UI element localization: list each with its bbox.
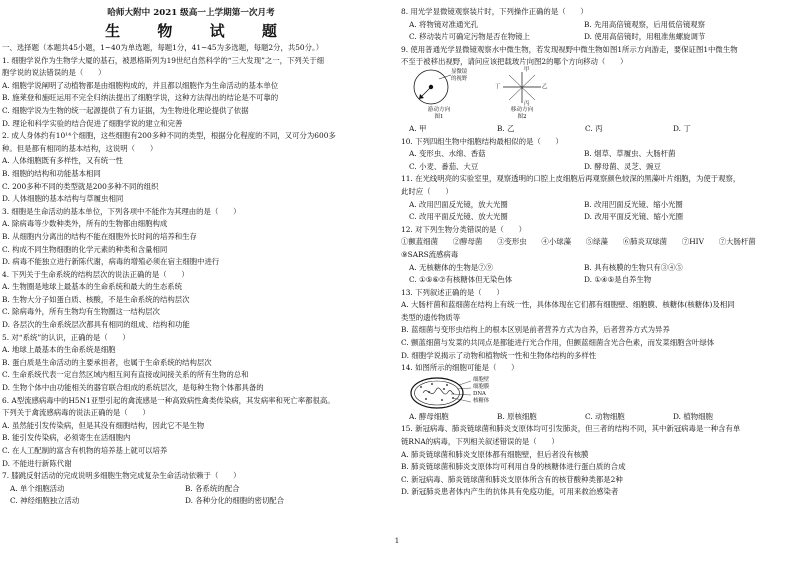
- cell-label-wall: 细胞壁: [473, 376, 490, 383]
- right-block7-line: C. 新冠病毒、肺炎链球菌和肺炎支原体所含有的核苷酸种类都是2种: [401, 474, 623, 484]
- q12-option-c: C. ①⑤⑥⑦有核糖体但无染色体: [409, 275, 513, 285]
- left-lines-line: C. 200多种不同的类型就是200多种不同的组织: [2, 181, 159, 191]
- right-block4-line: 11. 在光线明亮的实验室里，观察透明的口腔上皮细胞后再观察颜色较深的黑藻叶片细胞，为使于观察，: [401, 174, 741, 184]
- left-lines-line: 2. 成人身体约有10¹⁴个细胞，这些细胞有200多种不同的类型，根据分化程度的不同，又可分为600多: [2, 131, 336, 141]
- fig1-caption: 图1: [434, 113, 444, 120]
- right-block7-line: A. 肺炎链球菌和肺炎支原体都有细胞壁，但后者没有核膜: [401, 449, 589, 459]
- q14-option-a: A. 酵母细胞: [409, 411, 449, 421]
- right-block5-line: ⑨SARS流感病毒: [401, 249, 459, 259]
- left-lines-line: C. 细胞学说为生物的统一起源提供了有力证据，为生物进化理论提供了依据: [2, 105, 249, 115]
- right-block6-line: D. 细胞学说揭示了动物和植物统一性和生物体结构的多样性: [401, 350, 597, 360]
- q7-options-row1: [2, 483, 380, 496]
- q10-option-a: A. 变形虫、水绵、香菇: [409, 149, 486, 159]
- left-lines-line: B. 细胞的结构和功能基本相同: [2, 168, 101, 178]
- q10-option-d: D. 酵母菌、灵芝、豌豆: [584, 161, 661, 171]
- q12-option-a: A. 无核糖体的生物是⑦⑨: [409, 262, 493, 272]
- q11-option-b: B. 改用凹面反光镜、缩小光圈: [584, 199, 683, 209]
- left-lines-line: D. 理论和科学实验的结合促进了细胞学说的建立和完善: [2, 118, 183, 128]
- right-block1-line: 8. 用光学显微镜观察装片时，下列操作正确的是（ ）: [401, 7, 588, 16]
- left-lines-line: B. 蛋白质是生命活动的主要承担者，也属于生命系统的结构层次: [2, 357, 212, 367]
- q8-options-row2: [401, 31, 779, 44]
- left-lines-line: 4. 下列关于生命系统的结构层次的说法正确的是（ ）: [2, 269, 189, 279]
- right-block2-line: 9. 使用普通光学显微镜观察水中微生物，若发现视野中微生物如图1所示方向游走，要保证图1中微生物: [401, 44, 738, 54]
- left-lines-line: D. 人体细胞的基本结构与草履虫相同: [2, 194, 124, 204]
- right-block7-line: 链RNA的病毒，下列相关叙述错误的是（ ）: [401, 437, 559, 447]
- q11-options-row2: [401, 211, 779, 224]
- left-lines-line: A. 地球上最基本的生命系统是细胞: [2, 345, 116, 355]
- q8-option-a: A. 将物镜对准通光孔: [409, 19, 479, 29]
- fig2-label-west: 丁: [495, 83, 501, 90]
- left-lines-line: 1. 细胞学说作为生物学大厦的基石，被恩格斯列为19世纪自然科学的“三大发现”之一，下列关于细: [2, 55, 324, 65]
- left-question-lines: [2, 42, 380, 483]
- figure-1: [409, 67, 469, 121]
- left-lines-line: C. 在人工配制的富含有机物的培养基上就可以培养: [2, 446, 168, 455]
- right-block6-line: 13. 下列叙述正确的是（ ）: [401, 287, 504, 297]
- q11-stem: [401, 173, 779, 198]
- q8-option-c: C. 移动装片可确定污物是否在物镜上: [409, 32, 530, 42]
- left-lines-line: A. 除病毒等少数种类外，所有的生物都由细胞构成: [2, 219, 168, 229]
- q9-option-c: C. 丙: [585, 123, 603, 133]
- q9-option-b: B. 乙: [497, 123, 515, 133]
- left-lines-line: A. 生物圈是地球上最基本的生命系统和最大的生态系统: [2, 282, 183, 292]
- q9-options: [401, 123, 779, 136]
- q11-option-d: D. 改用平面反光镜、缩小光圈: [584, 212, 684, 222]
- cell-diagram: [409, 376, 479, 410]
- left-lines-line: D. 生物个体中由功能相关的器官联合组成的系统层次，是每种生物个体都具备的: [2, 383, 264, 393]
- left-column: [2, 6, 380, 508]
- q14-option-b: B. 原核细胞: [497, 411, 537, 421]
- q8-options-row1: [401, 19, 779, 32]
- left-lines-line: B. 能引发传染病，必须寄生在活细胞内: [2, 433, 131, 443]
- left-lines-line: B. 生物大分子如蛋白质、核酸，不是生命系统的结构层次: [2, 294, 190, 304]
- q7-options-row2: [2, 495, 380, 508]
- q14-option-d: D. 植物细胞: [673, 411, 713, 421]
- q8-stem: [401, 6, 779, 19]
- q8-option-d: D. 使用高倍镜时，用粗准焦螺旋调节: [584, 32, 706, 42]
- figure-2: [495, 67, 549, 121]
- fig1-label-view: 的视野: [451, 75, 468, 82]
- right-block6-line: C. 颤蓝细菌与发菜的共同点是都能进行光合作用，但颤蓝细菌含光合色素，而发菜细胞含叶绿体: [401, 338, 715, 348]
- q11-options-row1: [401, 199, 779, 212]
- right-block7-line: 15. 新冠病毒、肺炎链球菌和肺炎支原体均可引发肺炎，但三者的结构不同，其中新冠病毒是一种含有单: [401, 424, 741, 434]
- right-block6-line: 类型的遗传物质等: [401, 312, 461, 322]
- left-lines-line: 胞学说的说法错误的是（ ）: [2, 68, 106, 78]
- left-lines-line: A. 虽然能引发传染病，但是其没有细胞结构，因此它不是生物: [2, 420, 205, 430]
- left-lines-line: B. 从细胞内分离出的结构不能在细胞外长时间的培养和生存: [2, 231, 197, 241]
- q11-option-c: C. 改用平面反光镜、放大光圈: [409, 212, 508, 222]
- q12-stem: [401, 224, 779, 262]
- left-lines-line: A. 人体细胞既有多样性，又有统一性: [2, 156, 123, 166]
- cell-label-dna: DNA: [473, 390, 486, 397]
- q7-option-b: B. 各系统的配合: [185, 483, 240, 493]
- q9-option-d: D. 丁: [673, 123, 691, 133]
- right-block7-line: D. 新冠肺炎患者体内产生的抗体具有免疫功能，可用来救治感染者: [401, 487, 619, 497]
- fig2-move-direction: 移动方向: [510, 106, 534, 113]
- q7-option-c: C. 神经细胞独立活动: [10, 496, 80, 506]
- q14-option-c: C. 动物细胞: [585, 411, 625, 421]
- right-column: [401, 6, 779, 499]
- q10-option-b: B. 烟草、草履虫、大肠杆菌: [584, 149, 676, 159]
- right-block4-line: 此时应（ ）: [401, 186, 453, 196]
- right-block2-line: 不至于被移出视野，请问应该把载玻片向图2的哪个方向移动（ ）: [401, 57, 628, 67]
- right-block7-line: B. 肺炎链球菌和肺炎支原体均可利用自身的核糖体进行蛋白质的合成: [401, 462, 626, 472]
- page-number: 1: [394, 537, 400, 545]
- school-header: 哈师大附中 2021 级高一上学期第一次月考: [107, 8, 275, 18]
- right-block6-line: B. 蓝细菌与变形虫结构上的根本区别是前者营养方式为自养，后者营养方式为异养: [401, 325, 670, 335]
- left-lines-line: 6. A型流感病毒中的H5N1亚型引起的禽流感是一种高致病性禽类传染病，其发病率和死亡率都很高。: [2, 395, 335, 405]
- right-block6-line: A. 大肠杆菌和蓝细菌在结构上有统一性，具体体现在它们都有细胞壁、细胞膜、核糖体(核糖体)及相同: [401, 300, 735, 310]
- right-block5-line: ①颤蓝细菌 ②酵母菌 ③变形虫 ④小球藻 ⑤绿藻 ⑥肺炎双球菌 ⑦HIV ⑦大肠杆菌: [401, 237, 756, 247]
- q12-options-row1: [401, 262, 779, 275]
- q12-options-row2: [401, 274, 779, 287]
- fig2-label-south: 丙: [524, 100, 530, 107]
- cell-label-membrane: 细胞膜: [473, 383, 490, 390]
- left-lines-line: C. 构成不同生物细胞的化学元素的种类和含量相同: [2, 244, 168, 254]
- left-lines-line: B. 施莱登和施旺运用不完全归纳法提出了细胞学说，这种方法得出的结论是不可靠的: [2, 93, 279, 103]
- fig2-label-east: 乙: [542, 83, 548, 90]
- left-lines-line: D. 病毒不能独立进行新陈代谢，病毒的增殖必须在宿主细胞中进行: [2, 257, 220, 267]
- q9-stem: [401, 44, 779, 69]
- left-lines-line: 3. 细胞是生命活动的基本单位，下列各项中不能作为其理由的是（ ）: [2, 206, 241, 216]
- q13-q14-stem: [401, 287, 779, 375]
- q10-stem: [401, 136, 779, 149]
- left-lines-line: 一、选择题（本题共45小题，1~40为单选题，每题1分，41~45为多选题，每题2分，共50分。）: [2, 43, 324, 52]
- direction-cross-diagram: [495, 67, 549, 107]
- q9-figures: [409, 66, 779, 121]
- fig1-swim-direction: 游动方向: [427, 106, 451, 113]
- right-block3-line: 10. 下列四组生物中细胞结构最相似的是（ ）: [401, 136, 563, 146]
- fig1-label-microscope: 显微镜: [451, 68, 468, 75]
- q10-option-c: C. 小麦、番茄、大豆: [409, 161, 479, 171]
- q14-options: [401, 411, 779, 424]
- left-lines-line: 下列关于禽流感病毒的说法正确的是（ ）: [2, 408, 150, 418]
- q12-option-b: B. 具有核膜的生物只有③④⑤: [584, 262, 683, 272]
- fig2-label-north: 甲: [524, 66, 530, 73]
- left-lines-line: 5. 对“系统”的认识，正确的是（ ）: [2, 332, 130, 342]
- q7-option-a: A. 单个细胞活动: [10, 483, 65, 493]
- right-block6-line: 14. 如图所示的细胞可能是（ ）: [401, 363, 519, 373]
- right-block5-line: 12. 对下列生物分类错误的是（ ）: [401, 224, 526, 234]
- q14-cell-figure: [409, 376, 779, 410]
- q15-stem: [401, 423, 779, 499]
- left-lines-line: D. 各层次的生命系统层次都具有相同的组成、结构和功能: [2, 320, 190, 330]
- q9-option-a: A. 甲: [409, 123, 427, 133]
- left-lines-line: C. 除病毒外，所有生物均有生物圈这一结构层次: [2, 307, 160, 317]
- q10-options-row2: [401, 161, 779, 174]
- left-lines-line: A. 细胞学说阐明了动植物都是由细胞构成的，并且都以细胞作为生命活动的基本单位: [2, 80, 279, 90]
- q12-option-d: D. ①④⑤是自养生物: [584, 275, 652, 285]
- q7-option-d: D. 各种分化的细胞的密切配合: [185, 496, 285, 506]
- q11-option-a: A. 改用凹面反光镜，放大光圈: [409, 199, 508, 209]
- left-lines-line: D. 不能进行新陈代谢: [2, 458, 72, 468]
- q8-option-b: B. 先用高倍镜观察，后用低倍镜观察: [584, 19, 705, 29]
- cell-label-ribosome: 核糖体: [473, 397, 490, 404]
- left-lines-line: 种。但是都有相同的基本结构，这说明（ ）: [2, 143, 158, 153]
- q10-options-row1: [401, 148, 779, 161]
- left-lines-line: C. 生命系统代表一定自然区域内相互间有直接或间接关系的所有生物的总和: [2, 370, 249, 380]
- left-lines-line: 7. 膝跳反射活动的完成说明多细胞生物完成复杂生命活动依赖于（ ）: [2, 471, 241, 481]
- exam-title: 生 物 试 题: [105, 22, 293, 40]
- fig2-caption: 图2: [517, 113, 527, 120]
